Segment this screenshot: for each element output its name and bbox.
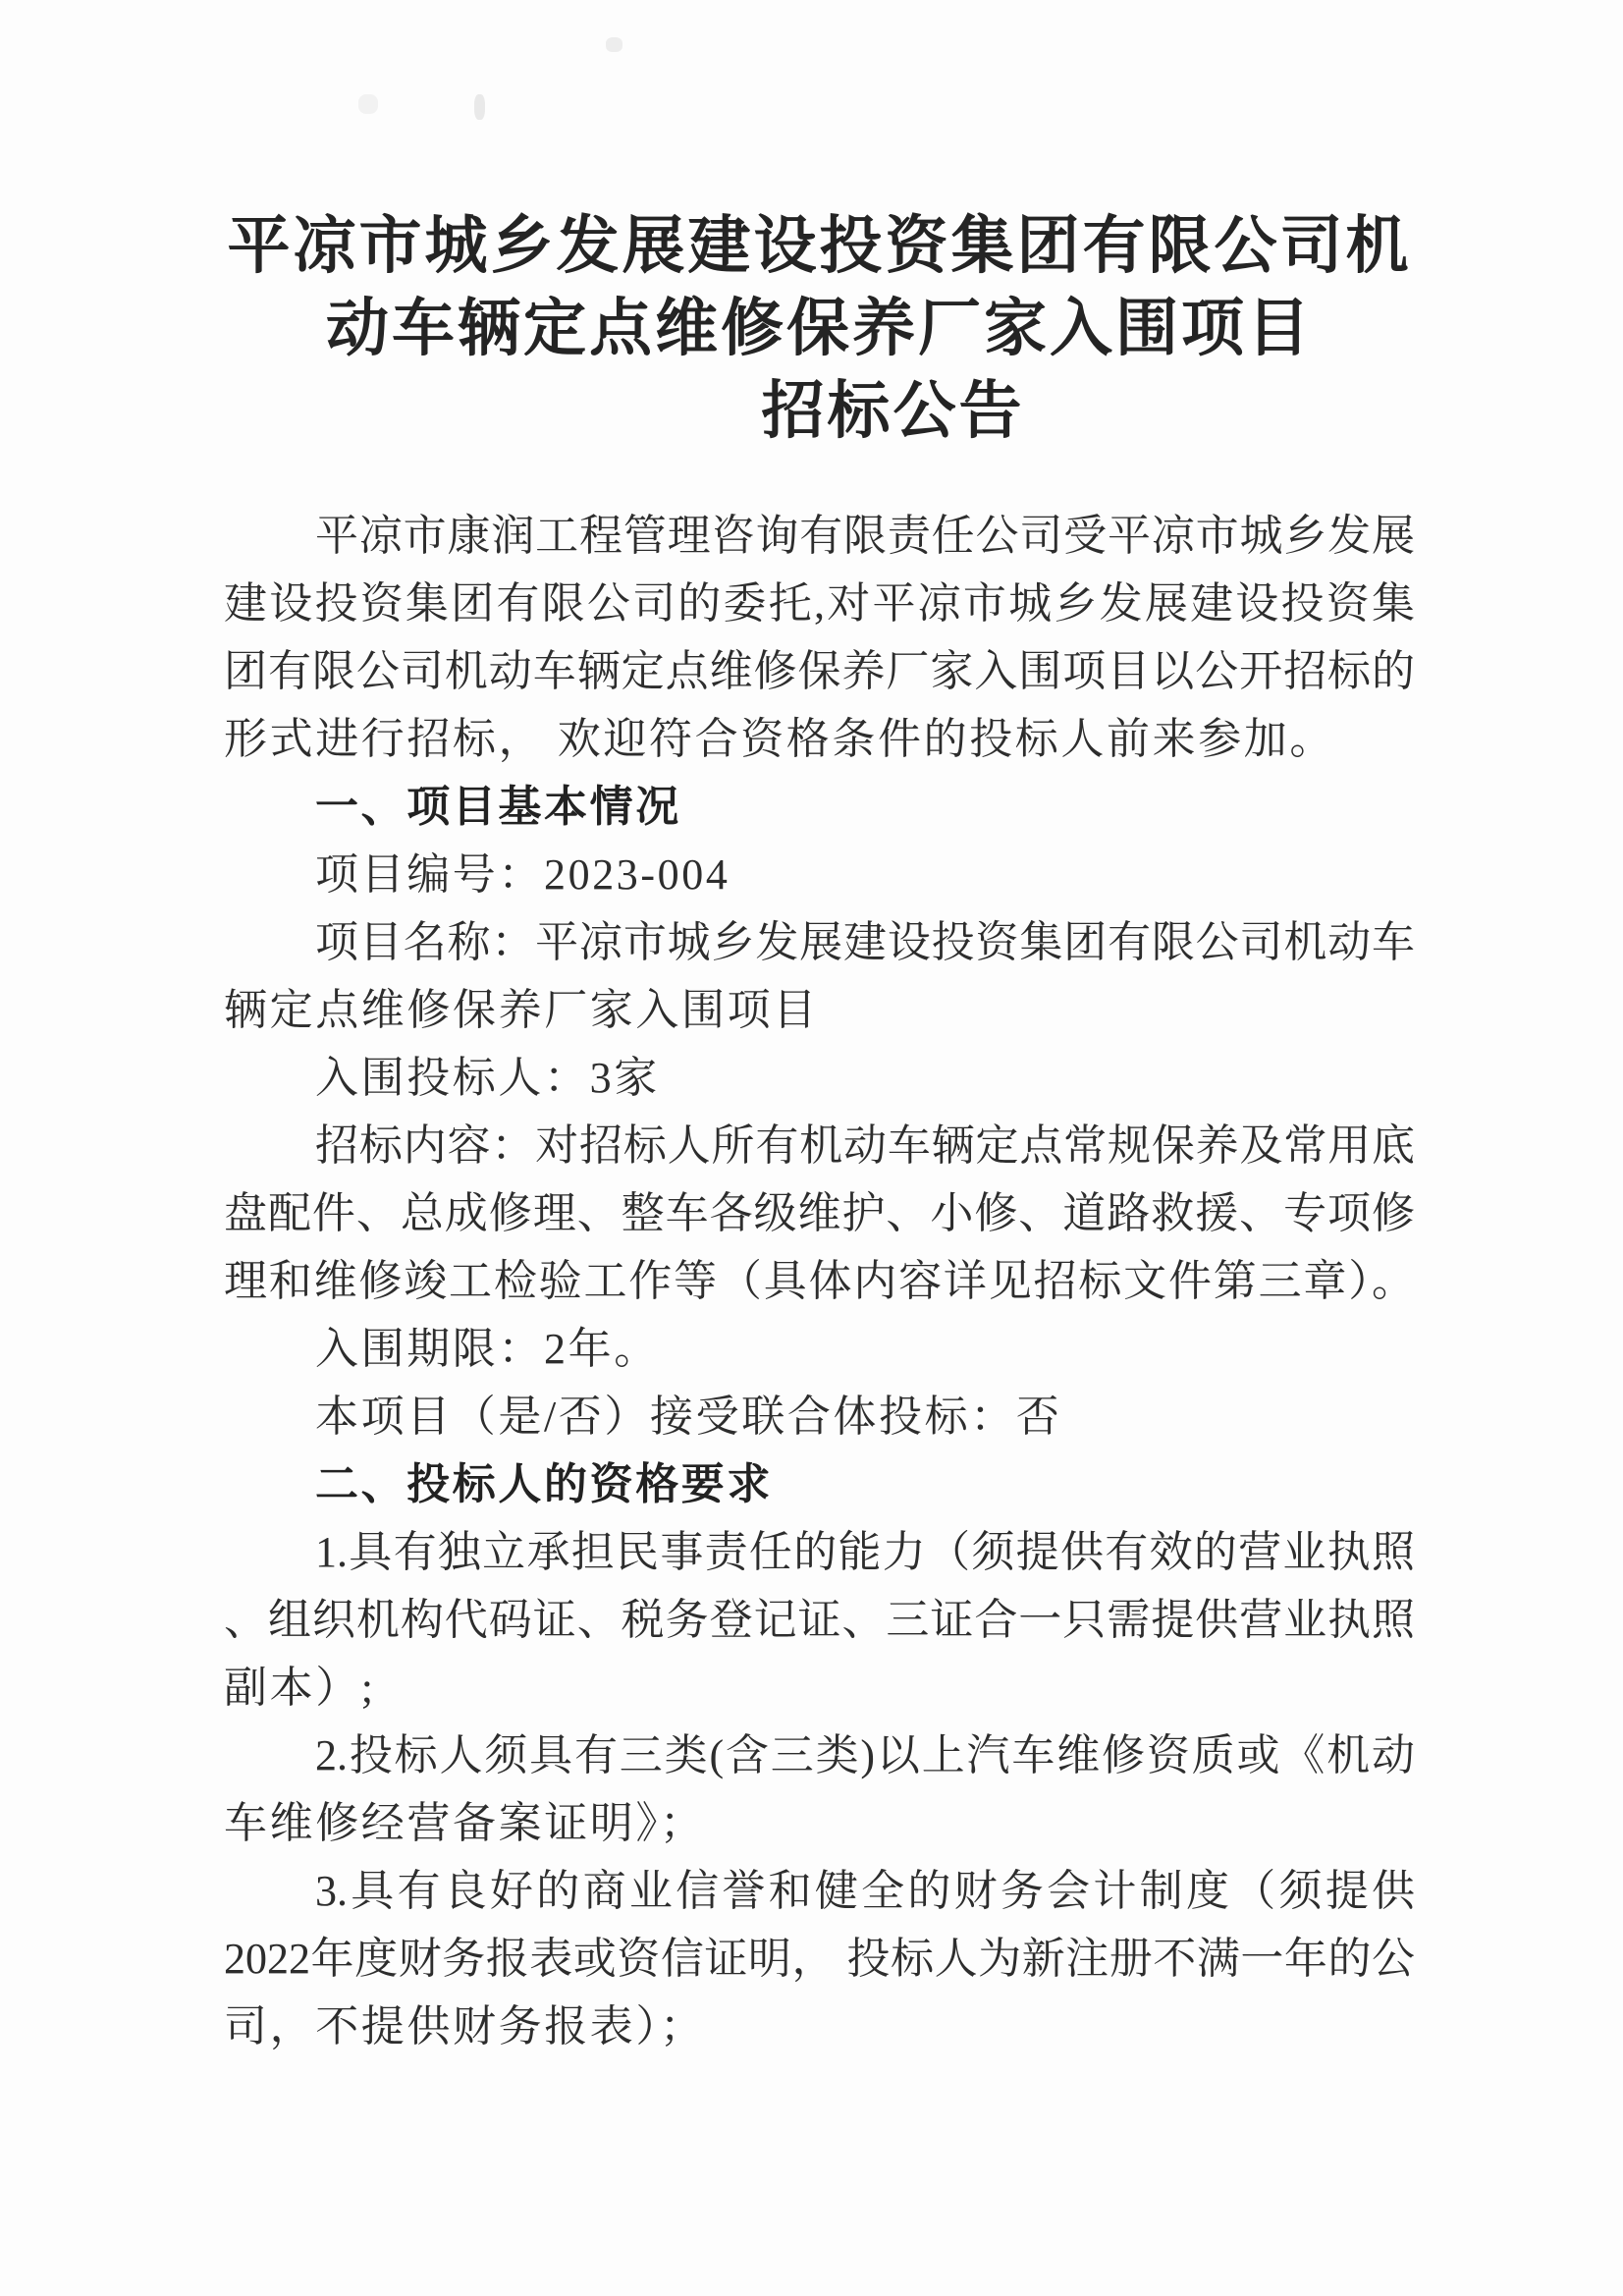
text-line: 招标内容：对招标人所有机动车辆定点常规保养及常用底 [315,1121,1415,1170]
text-line: 理和维修竣工检验工作等（具体内容详见招标文件第三章）。 [224,1257,1415,1305]
text-line: 辆定点维修保养厂家入围项目 [224,986,819,1034]
text-line: 副本）; [224,1664,376,1712]
text-line: 入围投标人：3家 [315,1054,660,1102]
document-title-line-1: 平凉市城乡发展建设投资集团有限公司机 [227,210,1412,281]
text-line: 1.具有独立承担民事责任的能力（须提供有效的营业执照 [315,1528,1415,1576]
text-line: 车维修经营备案证明》； [224,1799,706,1847]
text-line: 团有限公司机动车辆定点维修保养厂家入围项目以公开招标的 [224,647,1415,695]
document-title-line-2: 动车辆定点维修保养厂家入围项目 [326,293,1313,363]
text-line: 盘配件、总成修理、整车各级维护、小修、道路救援、专项修 [224,1189,1415,1237]
text-line: 本项目（是/否）接受联合体投标：否 [315,1393,1062,1441]
document-title [224,204,1415,452]
text-line: 3.具有良好的商业信誉和健全的财务会计制度（须提供 [315,1867,1415,1915]
text-line: 2022年度财务报表或资信证明， 投标人为新注册不满一年的公 [224,1935,1415,1983]
scan-artifact [474,94,485,120]
text-line: 、组织机构代码证、税务登记证、三证合一只需提供营业执照 [224,1596,1415,1644]
text-line: 项目编号：2023-004 [315,850,730,899]
text-line: 平凉市康润工程管理咨询有限责任公司受平凉市城乡发展 [315,512,1415,560]
document-body [224,502,1415,2060]
scan-artifact [358,94,378,114]
document-title-line-3: 招标公告 [761,375,1025,446]
scan-artifact [606,37,622,52]
text-line: 建设投资集团有限公司的委托,对平凉市城乡发展建设投资集 [224,579,1415,628]
text-line: 司，不提供财务报表）； [224,2002,706,2050]
text-line: 入围期限：2年。 [315,1325,660,1373]
text-line: 2.投标人须具有三类(含三类)以上汽车维修资质或《机动 [315,1731,1415,1779]
section-heading: 一、项目基本情况 [315,783,681,831]
text-line: 形式进行招标， 欢迎符合资格条件的投标人前来参加。 [224,715,1335,763]
text-line: 项目名称：平凉市城乡发展建设投资集团有限公司机动车 [315,918,1415,966]
section-heading: 二、投标人的资格要求 [315,1460,773,1508]
